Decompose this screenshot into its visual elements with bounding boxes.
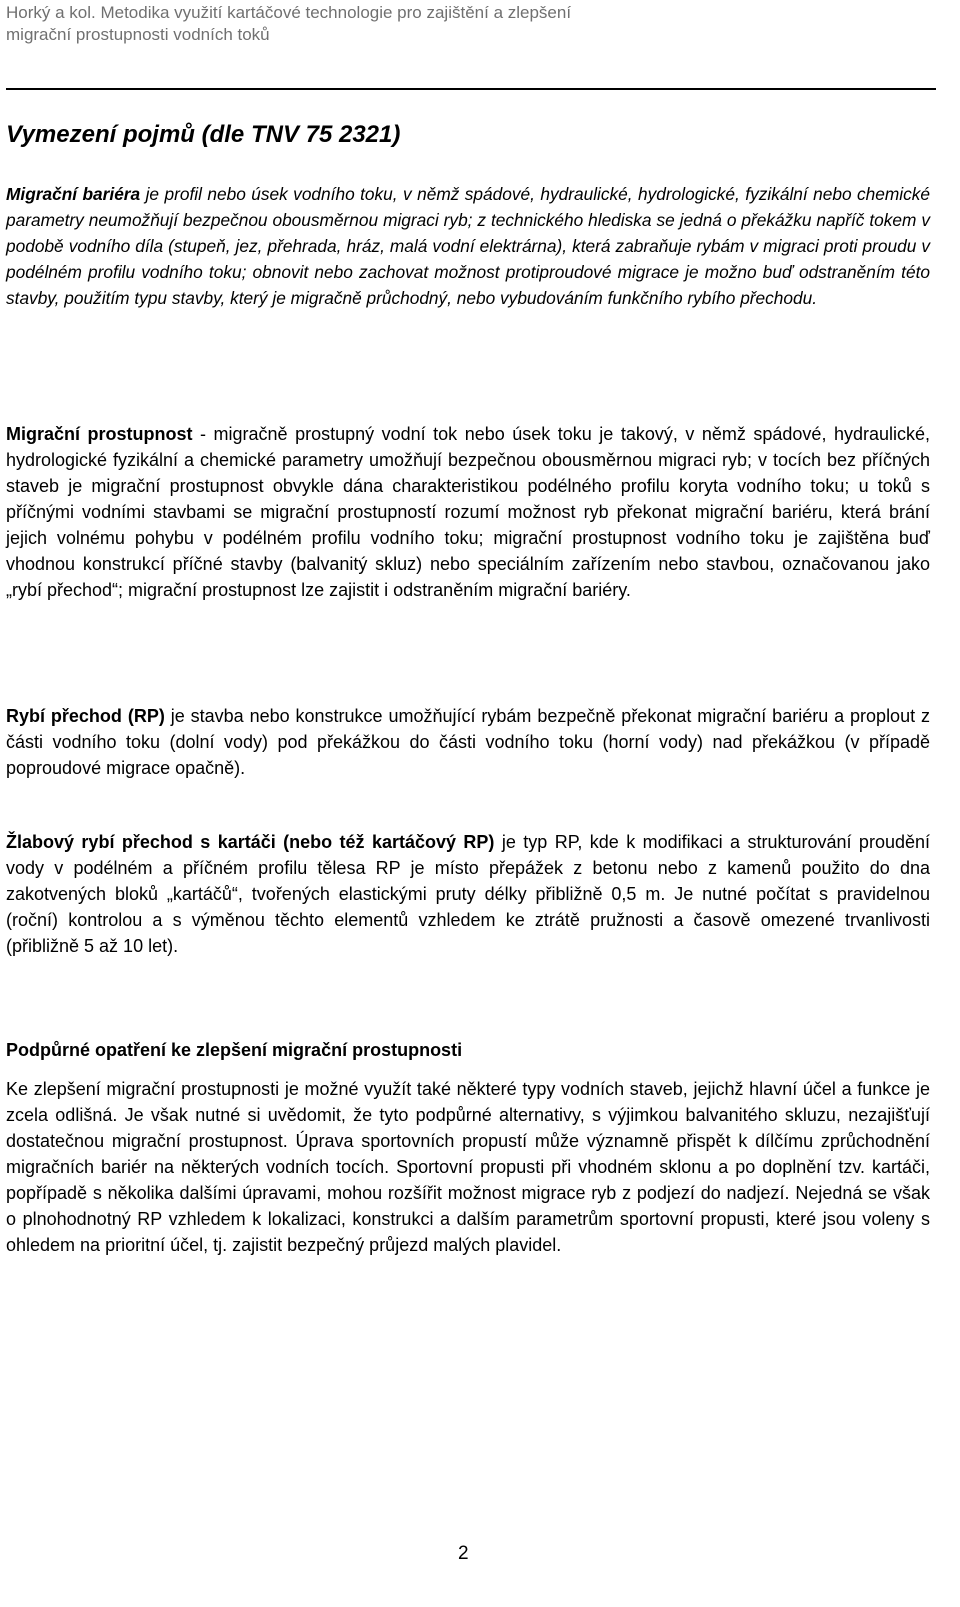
definition-migration-barrier — [6, 181, 930, 311]
definition-text: - migračně prostupný vodní tok nebo úsek toku je takový, v němž spádové, hydraulické, hydrologické fyzikální a chemické parametry umožňují bezpečnou obousměrnou migraci ryb; v tocích bez příčných staveb je migrační prostupnost obvykle dána charakteristikou podélného profilu koryta vodního toku; u toků s příčnými vodními stavbami se migrační prostupností rozumí možnost ryb překonat migrační bariéru, která brání jejich volnému pohybu v podélném profilu vodního toku; migrační prostupnost vodního toku je zajištěna buď vhodnou konstrukcí příčné stavby (balvanitý skluz) nebo speciálním zařízením nebo stavbou, označovanou jako „rybí přechod“; migrační prostupnost lze zajistit i odstraněním migrační bariéry. — [6, 424, 931, 600]
definition-term: Žlabový rybí přechod s kartáči (nebo též kartáčový RP) — [6, 832, 495, 852]
page-title: Vymezení pojmů (dle TNV 75 2321) — [6, 121, 401, 148]
header-line-2: migrační prostupnosti vodních toků — [6, 25, 270, 44]
definition-fish-pass — [6, 703, 930, 781]
definition-term: Migrační prostupnost — [6, 424, 193, 444]
definition-text: je typ RP, kde k modifikaci a strukturování proudění vody v podélném a příčném profilu tělesa RP je místo přepážek z betonu nebo z kamenů použito do dna zakotvených bloků „kartáčů“, tvořených elastickými pruty délky přibližně 0,5 m. Je nutné počítat s pravidelnou (roční) kontrolou a s výměnou těchto elementů vzhledem ke ztrátě pružnosti a časově omezené trvanlivosti (přibližně 5 až 10 let). — [6, 832, 930, 956]
definition-text: je stavba nebo konstrukce umožňující rybám bezpečně překonat migrační bariéru a proplout z části vodního toku (dolní vody) pod překážkou do části vodního toku (horní vody) nad překážkou (v případě poproudové migrace opačně). — [6, 706, 930, 778]
definition-text: je profil nebo úsek vodního toku, v němž spádové, hydraulické, hydrologické, fyzikální nebo chemické parametry neumožňují bezpečnou obousměrnou migraci ryb; z technického hlediska se jedná o překážku napříč tokem v podobě vodního díla (stupeň, jez, přehrada, hráz, malá vodní elektrárna), která zabraňuje rybám v migraci proti proudu v podélném profilu vodního toku; obnovit nebo zachovat možnost protiproudové migrace je možno buď odstraněním této stavby, použitím typu stavby, který je migračně průchodný, nebo vybudováním funkčního rybího přechodu. — [6, 184, 931, 308]
running-header — [6, 2, 936, 46]
header-line-1: Horký a kol. Metodika využití kartáčové technologie pro zajištění a zlepšení — [6, 3, 572, 22]
definition-migration-permeability — [6, 421, 930, 603]
section-heading: Podpůrné opatření ke zlepšení migrační prostupnosti — [6, 1040, 463, 1060]
section-paragraph: Ke zlepšení migrační prostupnosti je možné využít také některé typy vodních staveb, jejichž hlavní účel a funkce je zcela odlišná. Je však nutné si uvědomit, že tyto podpůrné alternativy, s výjimkou balvanitého skluzu, nezajišťují dostatečnou migrační prostupnost. Úprava sportovních propustí může významně přispět k dílčímu zprůchodnění migračních bariér na některých vodních tocích. Sportovní propusti při vhodném sklonu a po doplnění tzv. kartáči, popřípadě s několika dalšími úpravami, mohou rozšířit možnost migrace ryb z podjezí do nadjezí. Nejedná se však o plnohodnotný RP vzhledem k lokalizaci, konstrukci a dalším parametrům sportovní propusti, které jsou voleny s ohledem na prioritní účel, tj. zajistit bezpečný průjezd malých plavidel. — [6, 1079, 930, 1255]
definition-term: Migrační bariéra — [6, 184, 141, 204]
definition-term: Rybí přechod (RP) — [6, 706, 165, 726]
page-number: 2 — [458, 1543, 469, 1564]
header-rule — [6, 88, 936, 90]
definition-brush-fish-pass — [6, 829, 930, 959]
